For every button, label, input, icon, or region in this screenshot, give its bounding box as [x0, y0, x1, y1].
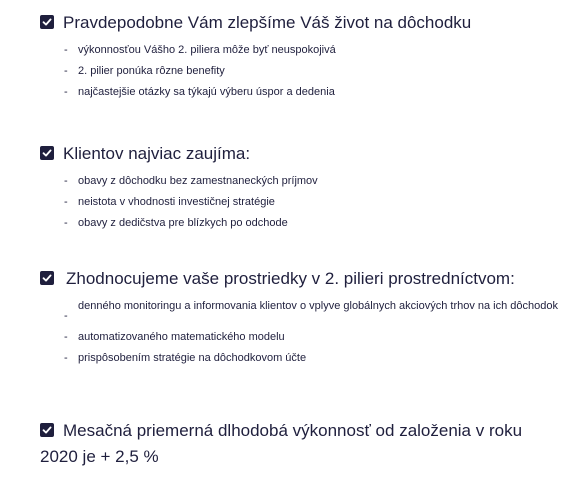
section-client-interests [40, 141, 570, 235]
dash-bullet-icon: - [64, 217, 68, 229]
section-how-we-grow-funds [40, 266, 570, 370]
list-item: - najčastejšie otázky sa týkajú výberu úspor a dedenia [64, 83, 570, 101]
section-heading-text: Pravdepodobne Vám zlepšíme Váš život na dôchodku [63, 13, 472, 32]
section-heading-text: Zhodnocujeme vaše prostriedky v 2. pilieri prostredníctvom: [66, 269, 515, 288]
dash-bullet-icon: - [64, 175, 68, 187]
list-item: - výkonnosťou Vášho 2. piliera môže byť neuspokojivá [64, 41, 570, 59]
list-item: - denného monitoringu a informovania klientov o vplyve globálnych akciových trhov na ich dôchodok [64, 297, 570, 325]
checkbox-checked-icon [40, 423, 54, 437]
section-heading-continuation: 2020 je + 2,5 % [40, 447, 159, 466]
section-heading [40, 266, 570, 291]
section-retirement-improvement [40, 10, 570, 104]
section-heading [40, 141, 570, 166]
list-item: - 2. pilier ponúka rôzne benefity [64, 62, 570, 80]
bullet-list [64, 172, 570, 232]
section-heading-text: Klientov najviac zaujíma: [63, 144, 251, 163]
bullet-list [64, 41, 570, 101]
section-heading [40, 418, 570, 444]
dash-bullet-icon: - [64, 86, 68, 98]
dash-bullet-icon: - [64, 65, 68, 77]
checkbox-checked-icon [40, 271, 54, 285]
bullet-list [64, 297, 570, 367]
list-item: - obavy z dôchodku bez zamestnaneckých príjmov [64, 172, 570, 190]
checkbox-checked-icon [40, 15, 54, 29]
section-heading [40, 10, 570, 35]
list-item: - obavy z dedičstva pre blízkych po odchode [64, 214, 570, 232]
section-monthly-performance [40, 418, 570, 470]
list-item: - automatizovaného matematického modelu [64, 328, 570, 346]
dash-bullet-icon: - [64, 352, 68, 364]
list-item: - neistota v vhodnosti investičnej stratégie [64, 193, 570, 211]
dash-bullet-icon: - [64, 331, 68, 343]
dash-bullet-icon: - [64, 196, 68, 208]
dash-bullet-icon: - [64, 44, 68, 56]
list-item: - prispôsobením stratégie na dôchodkovom účte [64, 349, 570, 367]
checkbox-checked-icon [40, 146, 54, 160]
dash-bullet-icon: - [64, 310, 68, 322]
section-heading-text: Mesačná priemerná dlhodobá výkonnosť od založenia v roku [63, 421, 523, 440]
